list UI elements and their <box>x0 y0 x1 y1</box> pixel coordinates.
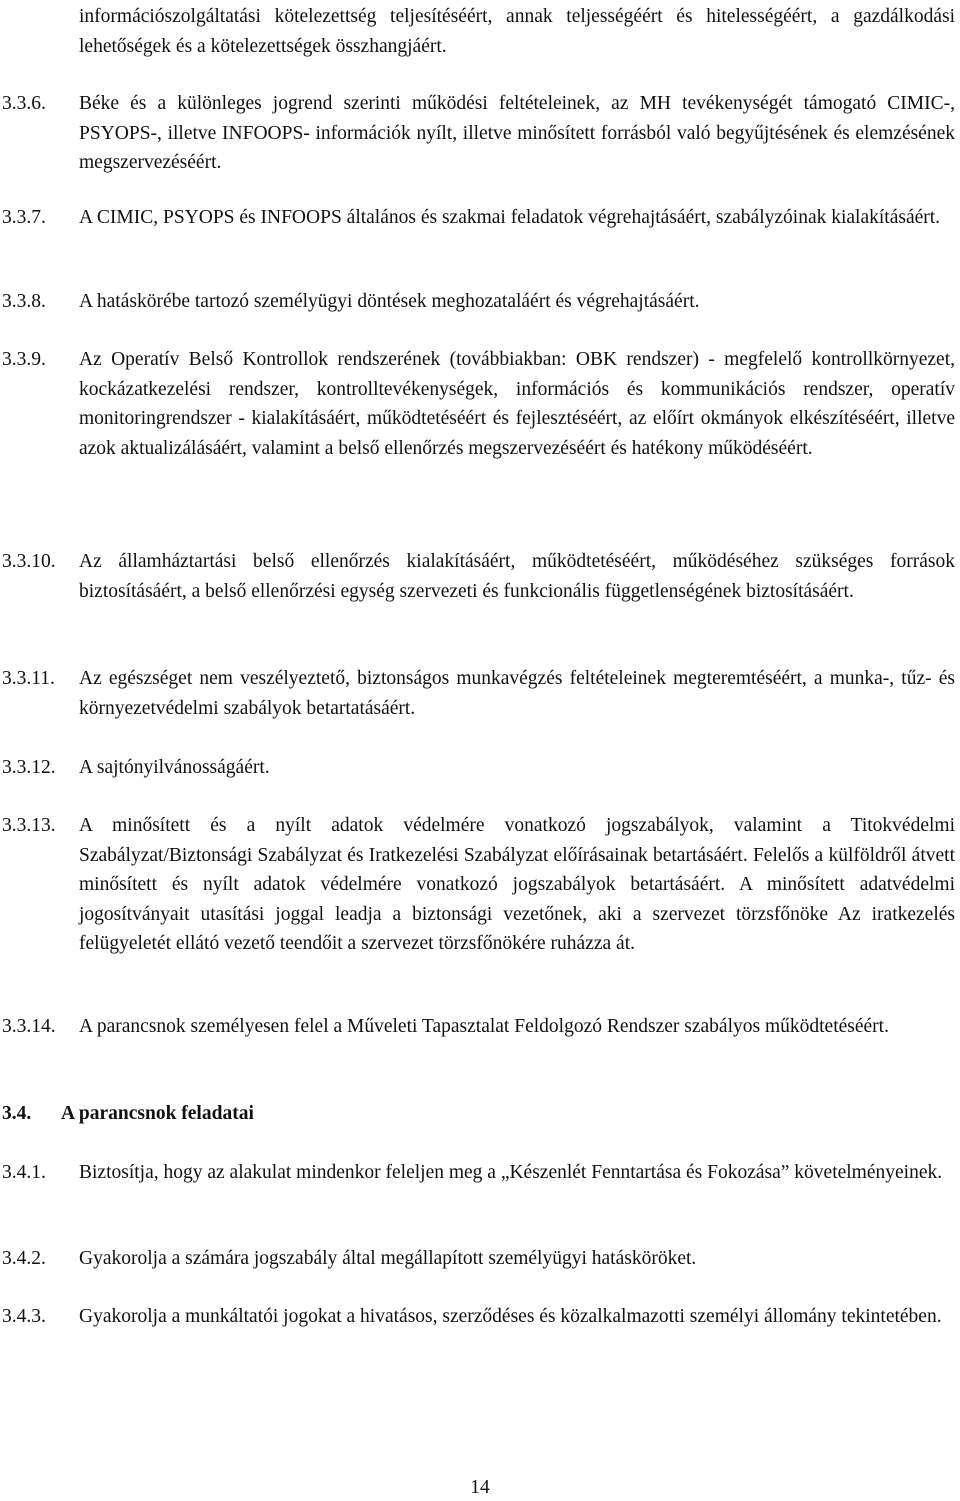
item-number: 3.4.3. <box>2 1306 46 1327</box>
section-title: A parancsnok feladatai <box>61 1103 254 1124</box>
item-text: Gyakorolja a számára jogszabály által megállapított személyügyi hatásköröket. <box>79 1248 697 1269</box>
item-text: A minősített és a nyílt adatok védelmére vonatkozó jogszabályok, valamint a Titokvédelmi Szabályzat/Biztonsági Szabályzat és Iratkezelési Szabályzat előírásainak betartásáért. Felelős a külföldről átvett minősített és nyílt adatok védelmére vonatkozó jogszabályok betartásáért. A minősített adatvédelmi jogosítványait utasítási joggal leadja a biztonsági vezetőnek, aki a szervezet törzsfőnöke Az iratkezelés felügyeletét ellátó vezető teendőit a szervezet törzsfőnökére ruházza át. <box>79 815 955 954</box>
list-item-3-4-3 <box>2 1302 955 1332</box>
item-number: 3.3.12. <box>2 757 56 778</box>
list-item-3-3-10 <box>2 547 955 606</box>
item-number: 3.3.13. <box>2 815 56 836</box>
item-number: 3.3.9. <box>2 349 46 370</box>
item-text: Az egészséget nem veszélyeztető, biztonságos munkavégzés feltételeinek megteremtéséért, a munka-, tűz- és környezetvédelmi szabályok betartatásáért. <box>79 668 955 719</box>
item-number: 3.3.14. <box>2 1016 56 1037</box>
item-number: 3.3.10. <box>2 551 56 572</box>
item-text: Az Operatív Belső Kontrollok rendszerének (továbbiakban: OBK rendszer) - megfelelő kontrollkörnyezet, kockázatkezelési rendszer, kontrolltevékenységek, információs és kommunikációs rendszer, operatív monitoringrendszer - kialakításáért, működtetéséért és fejlesztéséért, az előírt okmányok elkészítéséért, illetve azok aktualizálásáért, valamint a belső ellenőrzés megszervezéséért és hatékony működéséért. <box>79 349 955 459</box>
item-number: 3.3.6. <box>2 93 46 114</box>
item-number: 3.3.8. <box>2 291 46 312</box>
item-number: 3.4.1. <box>2 1162 46 1183</box>
list-item-3-3-8 <box>2 287 955 317</box>
item-number: 3.3.7. <box>2 207 46 228</box>
list-item-3-4-2 <box>2 1244 955 1274</box>
item-number: 3.3.11. <box>2 668 55 689</box>
list-item-3-3-6 <box>2 89 955 178</box>
list-item-3-3-11 <box>2 664 955 723</box>
section-number: 3.4. <box>2 1103 32 1124</box>
item-text: A parancsnok személyesen felel a Műveleti Tapasztalat Feldolgozó Rendszer szabályos működtetéséért. <box>79 1016 889 1037</box>
item-text: Az államháztartási belső ellenőrzés kialakításáért, működtetéséért, működéséhez szükséges források biztosításáért, a belső ellenőrzési egység szervezeti és funkcionális függetlenségének biztosításáért. <box>79 551 955 602</box>
item-text: A CIMIC, PSYOPS és INFOOPS általános és szakmai feladatok végrehajtásáért, szabályzóinak kialakításáért. <box>79 207 941 228</box>
list-item-3-3-9 <box>2 345 955 463</box>
list-item-3-4-1 <box>2 1158 955 1188</box>
list-item-3-3-7 <box>2 203 955 233</box>
item-text: Biztosítja, hogy az alakulat mindenkor feleljen meg a „Készenlét Fenntartása és Fokozása” követelményeinek. <box>79 1162 943 1183</box>
list-item-3-3-12 <box>2 753 955 783</box>
item-text: A hatáskörébe tartozó személyügyi döntések meghozataláért és végrehajtásáért. <box>79 291 700 312</box>
page-number: 14 <box>470 1477 490 1498</box>
item-text: Gyakorolja a munkáltatói jogokat a hivatásos, szerződéses és közalkalmazotti személyi állomány tekintetében. <box>79 1306 942 1327</box>
item-text: A sajtónyilvánosságáért. <box>79 757 270 778</box>
list-item-3-3-13 <box>2 811 955 959</box>
item-number: 3.4.2. <box>2 1248 46 1269</box>
intro-continuation-paragraph: információszolgáltatási kötelezettség teljesítéséért, annak teljességéért és hitelességéért, a gazdálkodási lehetőségek és a kötelezettségek összhangjáért. <box>79 6 955 57</box>
item-text: Béke és a különleges jogrend szerinti működési feltételeinek, az MH tevékenységét támogató CIMIC-, PSYOPS-, illetve INFOOPS- információk nyílt, illetve minősített forrásból való begyűjtésének és elemzésének megszervezéséért. <box>79 93 955 173</box>
list-item-3-3-14 <box>2 1012 955 1042</box>
